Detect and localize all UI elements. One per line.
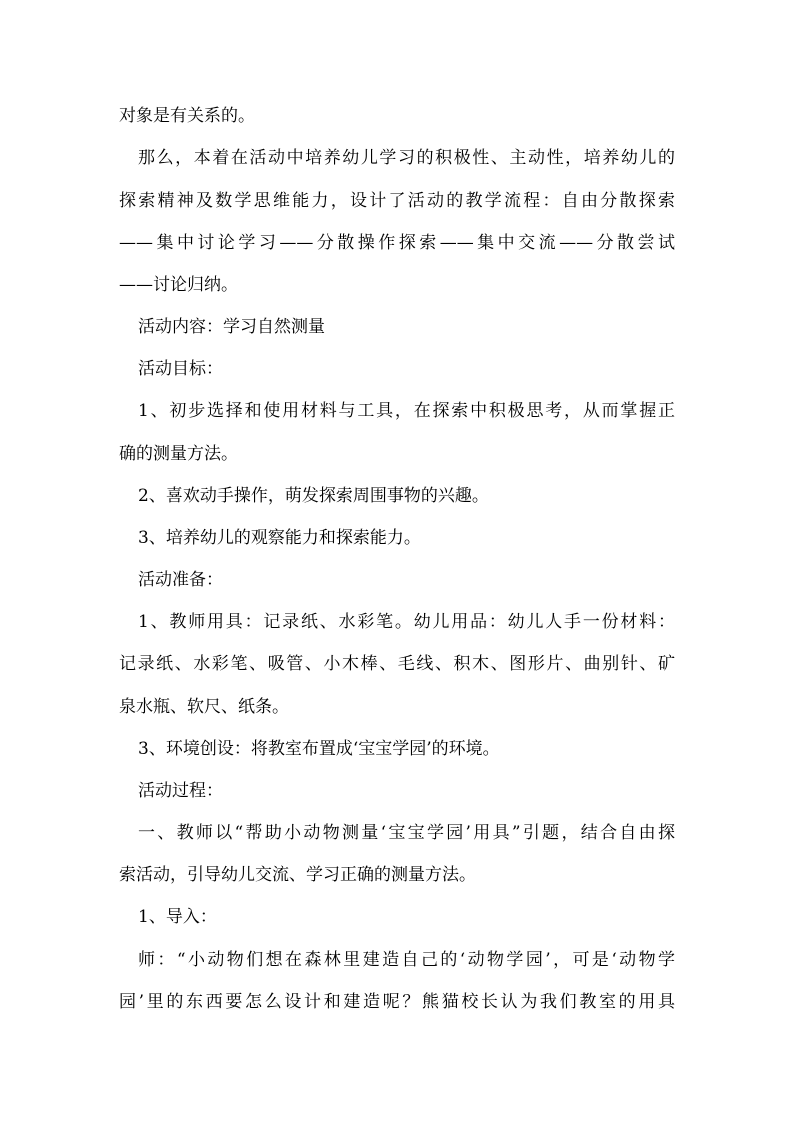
text-line: 园’里的东西要怎么设计和建造呢？熊猫校长认为我们教室的用具 [119, 992, 675, 1012]
text-line: 索活动，引导幼儿交流、学习正确的测量方法。 [119, 865, 476, 885]
section-heading: 活动过程： [138, 781, 223, 801]
list-item: 3、培养幼儿的观察能力和探索能力。 [138, 528, 421, 548]
list-item: 1、初步选择和使用材料与工具，在探索中积极思考，从而掌握正 [138, 401, 675, 421]
text-line: 探索精神及数学思维能力，设计了活动的教学流程：自由分散探索 [119, 191, 675, 211]
list-item: 1、导入： [138, 907, 217, 927]
paragraph-line: 一、教师以“帮助小动物测量‘宝宝学园’用具”引题，结合自由探 [138, 823, 675, 843]
text-line: 泉水瓶、软尺、纸条。 [119, 697, 289, 717]
list-item: 2、喜欢动手操作，萌发探索周围事物的兴趣。 [138, 486, 489, 506]
paragraph-line: 师：“小动物们想在森林里建造自己的‘动物学园’，可是‘动物学 [138, 950, 675, 970]
text-line: 记录纸、水彩笔、吸管、小木棒、毛线、积木、图形片、曲别针、矿 [119, 654, 675, 674]
text-line: ——集中讨论学习——分散操作探索——集中交流——分散尝试 [119, 233, 675, 253]
text-line: ——讨论归纳。 [119, 275, 238, 295]
section-heading: 活动准备： [138, 570, 223, 590]
list-item: 3、环境创设：将教室布置成‘宝宝学园’的环境。 [138, 739, 500, 759]
section-heading: 活动内容：学习自然测量 [138, 317, 325, 337]
paragraph-line: 那么，本着在活动中培养幼儿学习的积极性、主动性，培养幼儿的 [138, 148, 675, 168]
text-line: 对象是有关系的。 [119, 106, 255, 126]
section-heading: 活动目标： [138, 359, 223, 379]
list-item: 1、教师用具：记录纸、水彩笔。幼儿用品：幼儿人手一份材料： [138, 612, 675, 632]
text-line: 确的测量方法。 [119, 444, 238, 464]
